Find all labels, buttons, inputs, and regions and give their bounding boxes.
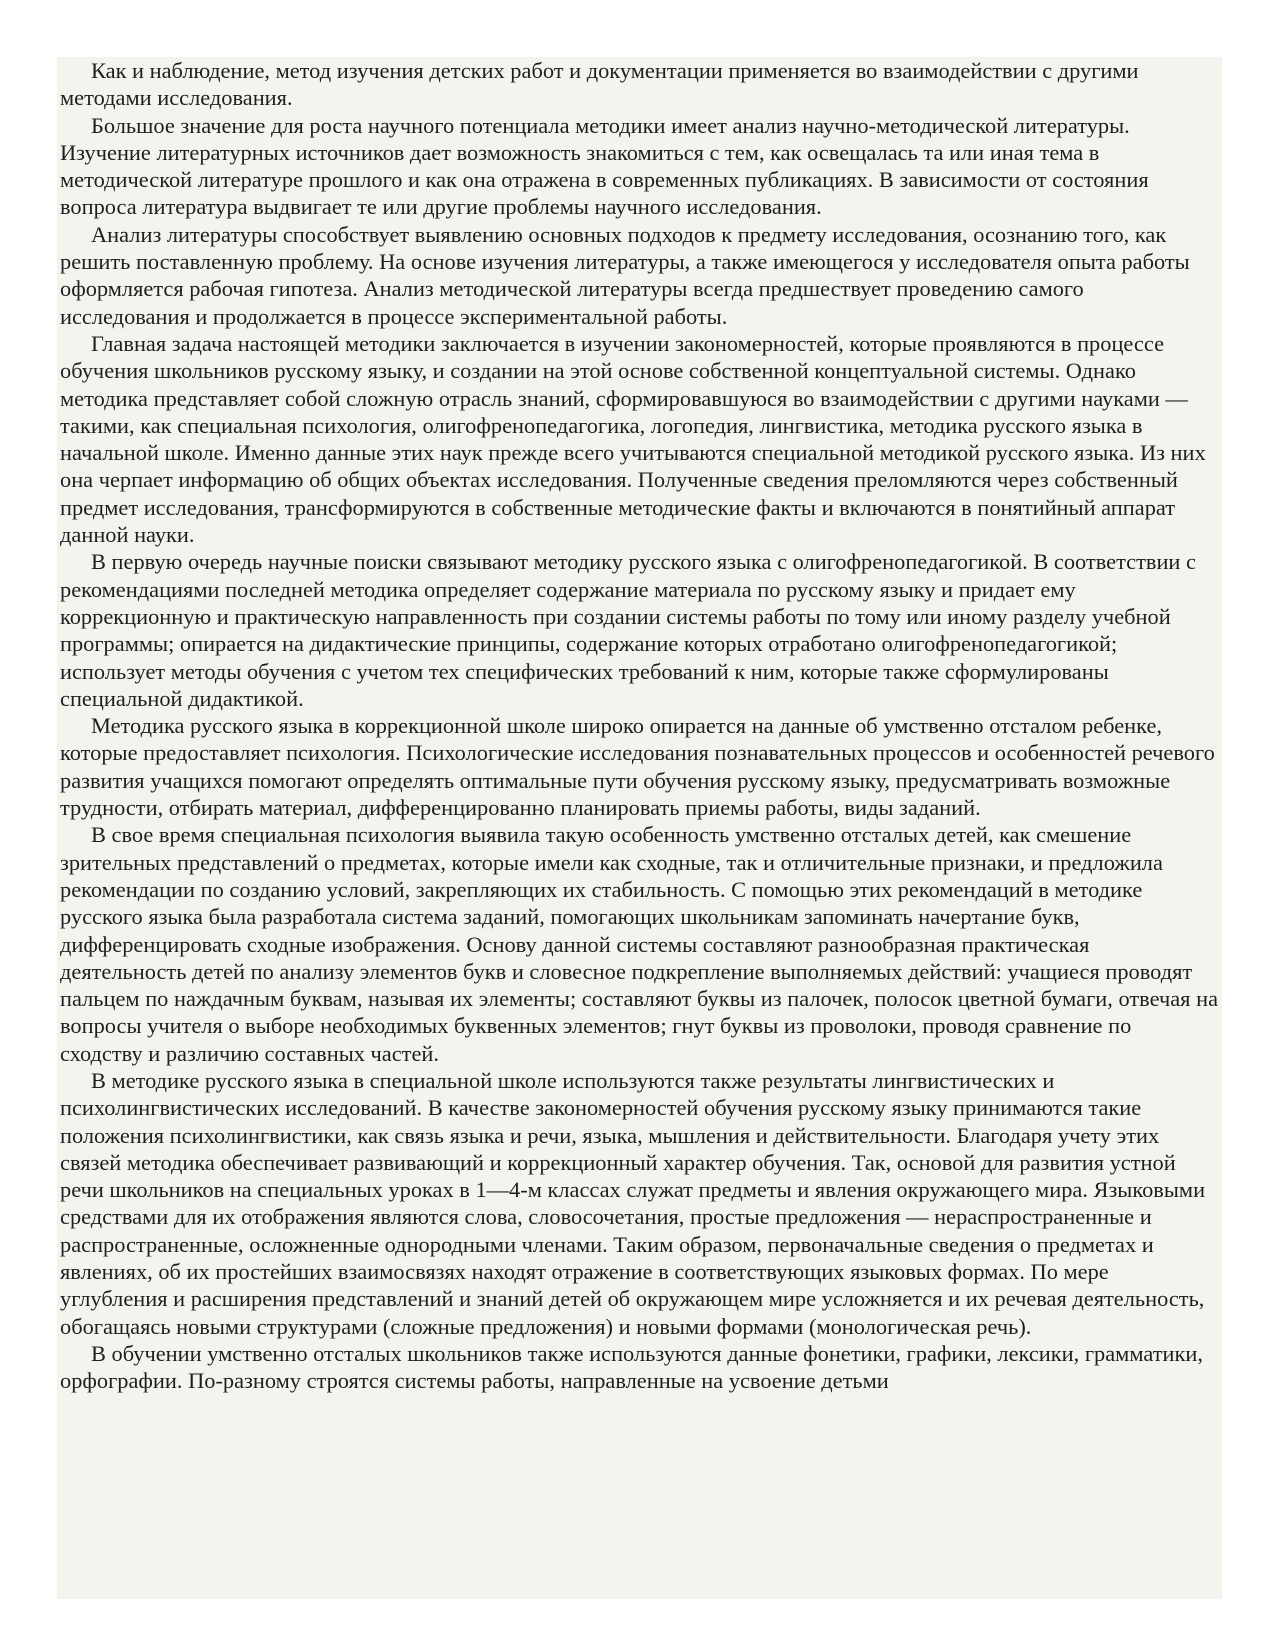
paragraph-8: В методике русского языка в специальной школе используются также результаты лингвистических и психолингвистических исследований. В качестве закономерностей обучения русскому языку принимаются такие положения психолингвистики, как связь языка и речи, языка, мышления и действительности. Благодаря учету этих связей методика обеспечивает развивающий и коррекционный характер обучения. Так, основой для развития устной речи школьников на специальных уроках в 1—4-м классах служат предметы и явления окружающего мира. Языковыми средствами для их отображения являются слова, словосочетания, простые предложения — нераспространенные и распространенные, осложненные однородными членами. Таким образом, первоначальные сведения о предметах и явлениях, об их простейших взаимосвязях находят отражение в соответствующих языковых формах. По мере углубления и расширения представлений и знаний детей об окружающем мире усложняется и их речевая деятельность, обогащаясь новыми структурами (сложные предложения) и новыми формами (монологическая речь). <box>60 1067 1206 1339</box>
paragraph-3: Анализ литературы способствует выявлению основных подходов к предмету исследования, осознанию того, как решить поставленную проблему. На основе изучения литературы, а также имеющегося у исследователя опыта работы оформляется рабочая гипотеза. Анализ методической литературы всегда предшествует проведению самого исследования и продолжается в процессе экспериментальной работы. <box>60 221 1190 329</box>
paragraph-2: Большое значение для роста научного потенциала методики имеет анализ научно-методической литературы. Изучение литературных источников дает возможность знакомиться с тем, как освещалась та или иная тема в методической литературе прошлого и как она отражена в современных публикациях. В зависимости от состояния вопроса литература выдвигает те или другие проблемы научного исследования. <box>60 112 1149 220</box>
paragraph-1: Как и наблюдение, метод изучения детских работ и документации применяется во взаимодействии с другими методами исследования. <box>60 58 1139 111</box>
page-text-block <box>57 57 1222 1599</box>
paragraph-6: Методика русского языка в коррекционной школе широко опирается на данные об умственно отсталом ребенке, которые предоставляет психология. Психологические исследования познавательных процессов и особенностей речевого развития учащихся помогают определять оптимальные пути обучения русскому языку, предусматривать возможные трудности, отбирать материал, дифференцированно планировать приемы работы, виды заданий. <box>60 713 1215 821</box>
paragraph-5: В первую очередь научные поиски связывают методику русского языка с олигофренопедагогикой. В соответствии с рекомендациями последней методика определяет содержание материала по русскому языку и придает ему коррекционную и практическую направленность при создании системы работы по тому или иному разделу учебной программы; опирается на дидактические принципы, содержание которых отработано олигофренопедагогикой; использует методы обучения с учетом тех специфических требований к ним, которые также сформулированы специальной дидактикой. <box>60 549 1196 711</box>
paragraph-4: Главная задача настоящей методики заключается в изучении закономерностей, которые проявляются в процессе обучения школьников русскому языку, и создании на этой основе собственной концептуальной системы. Однако методика представляет собой сложную отрасль знаний, сформировавшуюся во взаимодействии с другими науками — такими, как специальная психология, олигофренопедагогика, логопедия, лингвистика, методика русского языка в начальной школе. Именно данные этих наук прежде всего учитываются специальной методикой русского языка. Из них она черпает информацию об общих объектах исследования. Полученные сведения преломляются через собственный предмет исследования, трансформируются в собственные методические факты и включаются в понятийный аппарат данной науки. <box>60 330 1206 548</box>
paragraph-7: В свое время специальная психология выявила такую особенность умственно отсталых детей, как смешение зрительных представлений о предметах, которые имели как сходные, так и отличительные признаки, и предложила рекомендации по созданию условий, закрепляющих их стабильность. С помощью этих рекомендаций в методике русского языка была разработала система заданий, помогающих школьникам запоминать начертание букв, дифференцировать сходные изображения. Основу данной системы составляют разнообразная практическая деятельность детей по анализу элементов букв и словесное подкрепление выполняемых действий: учащиеся проводят пальцем по наждачным буквам, называя их элементы; составляют буквы из палочек, полосок цветной бумаги, отвечая на вопросы учителя о выборе необходимых буквенных элементов; гнут буквы из проволоки, проводя сравнение по сходству и различию составных частей. <box>60 822 1219 1066</box>
paragraph-9: В обучении умственно отсталых школьников также используются данные фонетики, графики, лексики, грамматики, орфографии. По-разному строятся системы работы, направленные на усвоение детьми <box>60 1340 1203 1394</box>
